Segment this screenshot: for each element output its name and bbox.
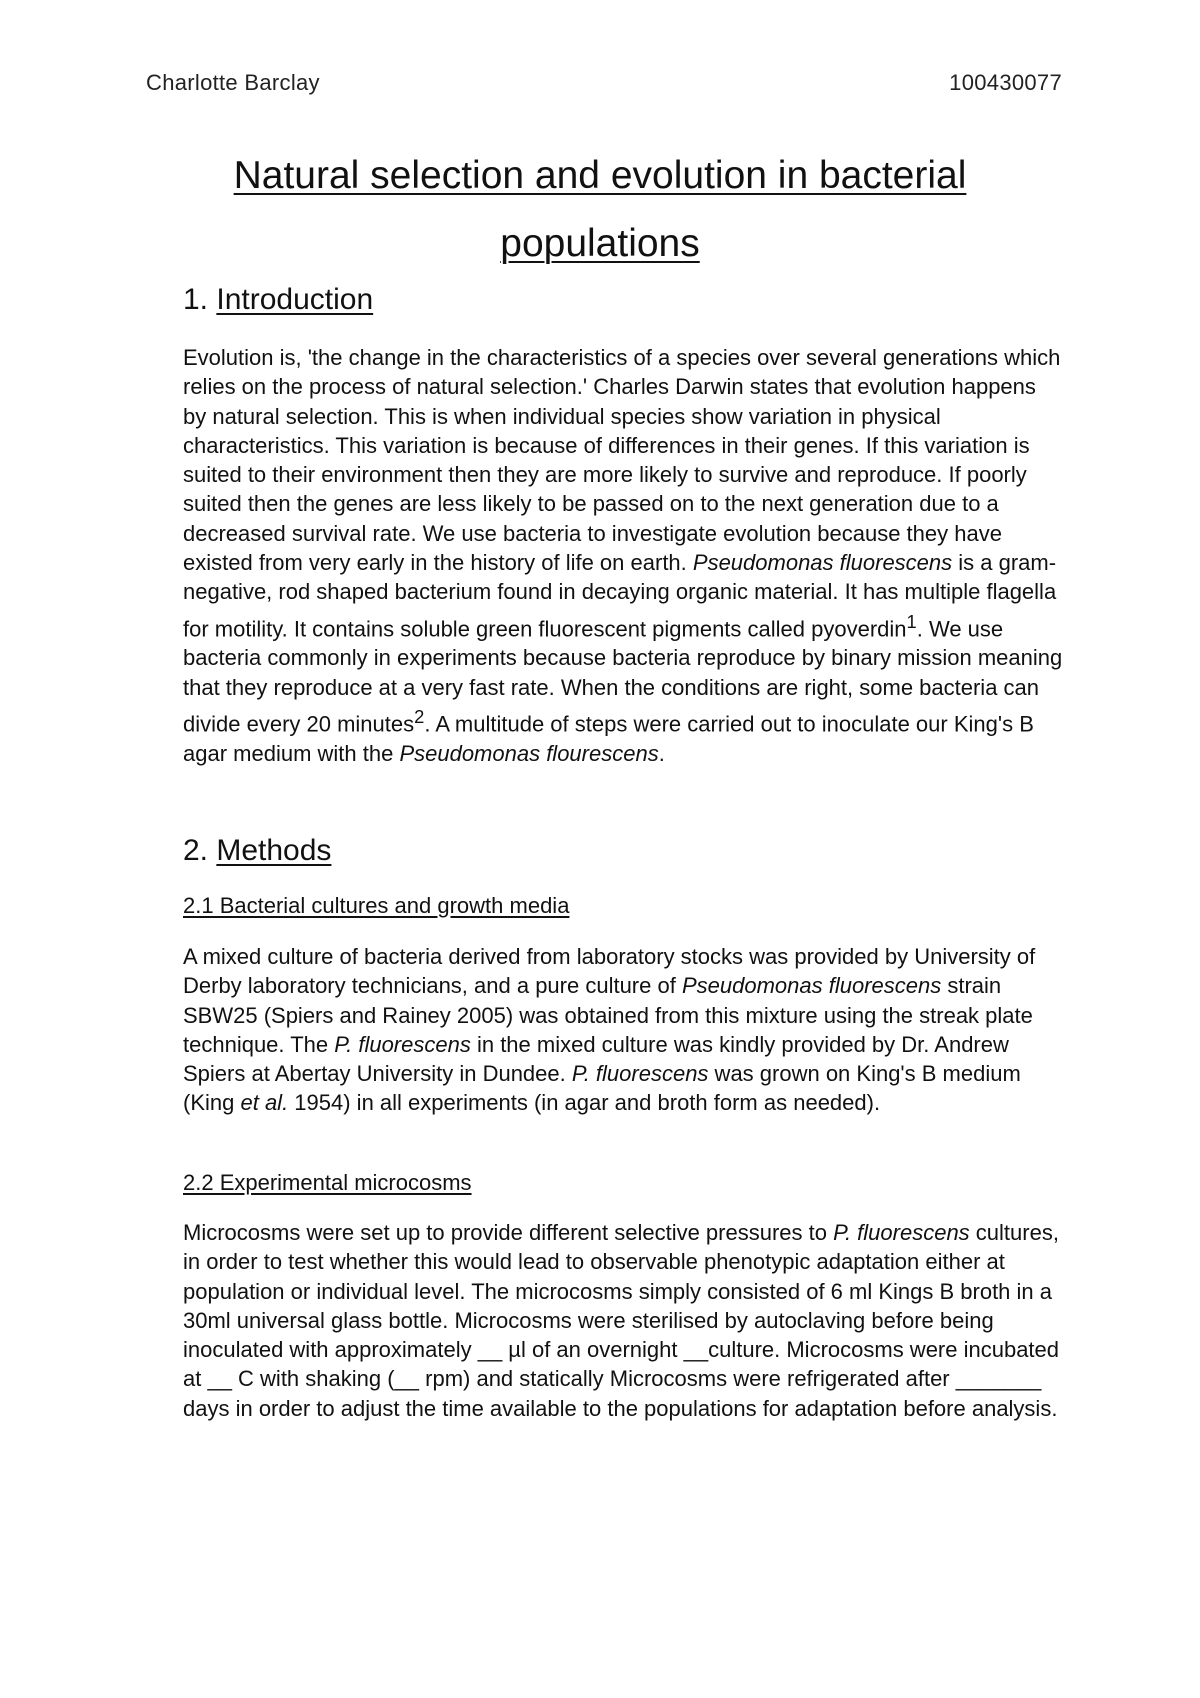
introduction-heading: 1. Introduction	[183, 283, 374, 316]
author-name: Charlotte Barclay	[146, 70, 320, 95]
student-id: 100430077	[949, 70, 1062, 95]
subsection-2-1-heading: 2.1 Bacterial cultures and growth media	[183, 893, 570, 918]
subsection-2-1-paragraph: A mixed culture of bacteria derived from laboratory stocks was provided by University of Derby laboratory technicians, and a pure culture of Pseudomonas fluorescens strain SBW25 (Spiers and Rainey 2005) was obtained from this mixture using the streak plate technique. The P. fluorescens in the mixed culture was kindly provided by Dr. Andrew Spiers at Abertay University in Dundee. P. fluorescens was grown on King's B medium (King et al. 1954) in all experiments (in agar and broth form as needed).	[183, 944, 1036, 1116]
footnote-1: 1	[906, 610, 917, 632]
species-name-2: Pseudomonas flourescens	[399, 740, 659, 766]
species-name: Pseudomonas fluorescens	[692, 550, 953, 576]
introduction-paragraph: Evolution is, 'the change in the characteristics of a species over several generations which relies on the process of natural selection.' Charles Darwin states that evolution happens by natural selection. This is when individual species show variation in physical characteristics. This variation is because of differences in their genes. If this variation is suited to their environment then they are more likely to survive and reproduce. If poorly suited then the genes are less likely to be passed on to the next generation due to a decreased survival rate. We use bacteria to investigate evolution because they have existed from very early in the history of life on earth. Pseudomonas fluorescens is a gram-negative, rod shaped bacterium found in decaying organic material. It has multiple flagella for motility. It contains soluble green fluorescent pigments called pyoverdin$^1$. We use bacteria commonly in experiments because bacteria reproduce by binary mission meaning that they reproduce at a very fast rate. When the conditions are right, some bacteria can divide every 20 minutes$^2$. A multitude of steps were carried out to inoculate our King's B agar medium with the Pseudomonas flourescens.	[183, 345, 1063, 766]
title-line-2: populations	[500, 222, 700, 265]
section-introduction	[183, 283, 1063, 317]
methods-heading: 2. Methods	[183, 834, 332, 867]
subsection-2-2-paragraph: Microcosms were set up to provide different selective pressures to P. fluorescens cultures, in order to test whether this would lead to observable phenotypic adaptation either at population or individual level. The microcosms simply consisted of 6 ml Kings B broth in a 30ml universal glass bottle. Microcosms were sterilised by autoclaving before being inoculated with approximately __ µl of an overnight __culture. Microcosms were incubated at __ C with shaking (__ rpm) and statically Microcosms were refrigerated after _______ days in order to adjust the time available to the populations for adaptation before analysis.	[183, 1220, 1060, 1421]
subsection-2-2-heading: 2.2 Experimental microcosms	[183, 1170, 472, 1195]
footnote-2: 2	[414, 705, 425, 727]
section-methods	[183, 834, 1063, 868]
document-title	[182, 142, 1018, 278]
title-line-1: Natural selection and evolution in bacterial	[233, 154, 967, 197]
